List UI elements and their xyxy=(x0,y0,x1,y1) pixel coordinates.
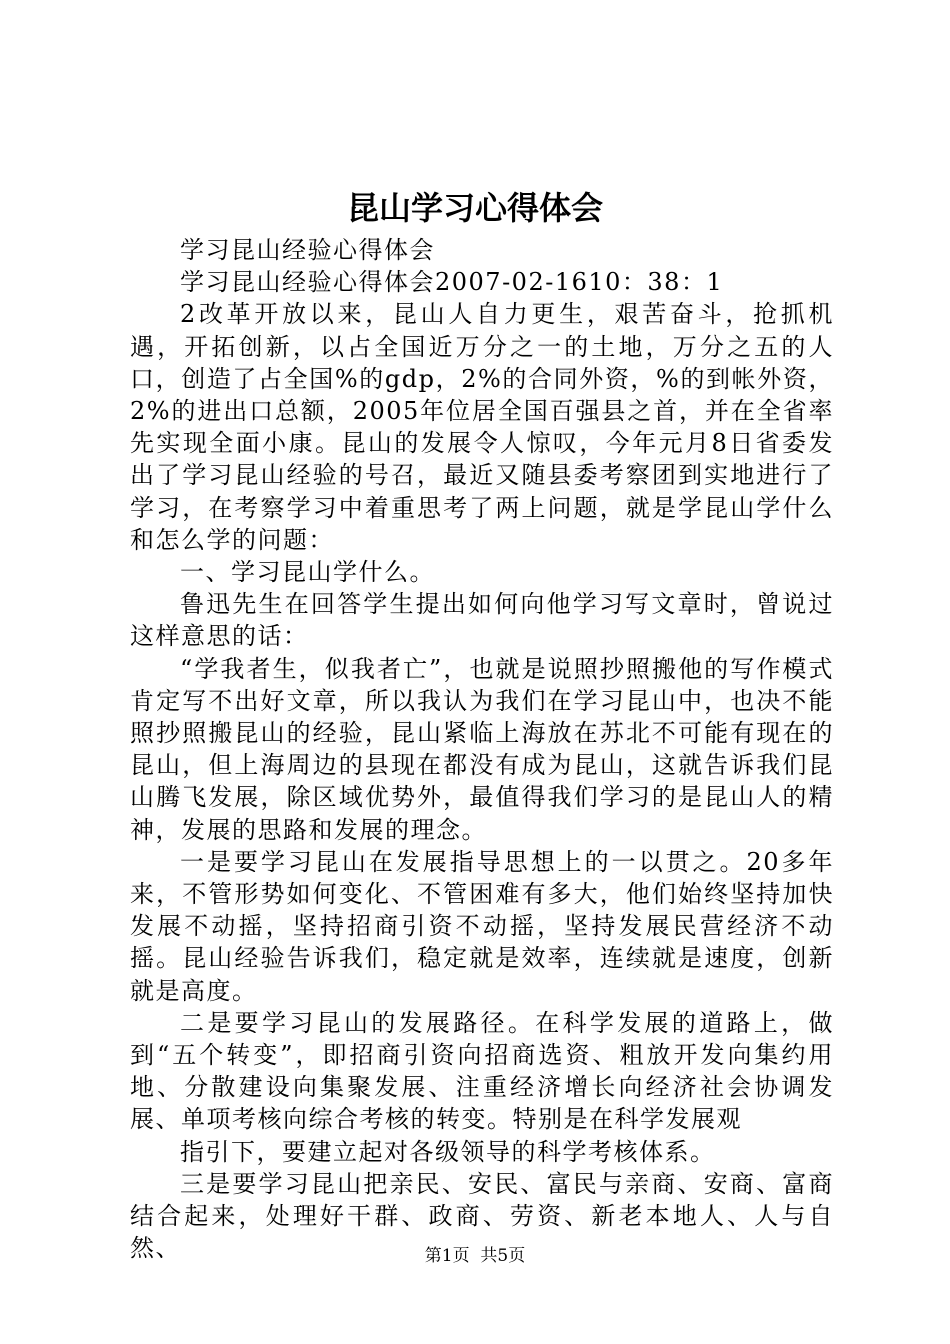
page-number: 第1页 xyxy=(424,1246,470,1266)
paragraph: 二是要学习昆山的发展路径。在科学发展的道路上，做到“五个转变”，即招商引资向招商选资、粗放开发向集约用地、分散建设向集聚发展、注重经济增长向经济社会协调发展、单项考核向综合考核的转变。特别是在科学发展观 xyxy=(130,1008,834,1134)
paragraph: 鲁迅先生在回答学生提出如何向他学习写文章时，曾说过这样意思的话： xyxy=(130,590,834,651)
paragraph: 三是要学习昆山把亲民、安民、富民与亲商、安商、富商结合起来，处理好干群、政商、劳资、新老本地人、人与自然、 xyxy=(130,1169,834,1263)
page-footer xyxy=(0,1244,950,1268)
paragraph: 一是要学习昆山在发展指导思想上的一以贯之。20多年来，不管形势如何变化、不管困难有多大，他们始终坚持加快发展不动摇，坚持招商引资不动摇，坚持发展民营经济不动摇。昆山经验告诉我们，稳定就是效率，连续就是速度，创新就是高度。 xyxy=(130,847,834,1005)
paragraph: “学我者生，似我者亡”，也就是说照抄照搬他的写作模式肯定写不出好文章，所以我认为我们在学习昆山中，也决不能照抄照搬昆山的经验，昆山紧临上海放在苏北不可能有现在的昆山，但上海周边的县现在都没有成为昆山，这就告诉我们昆山腾飞发展，除区域优势外，最值得我们学习的是昆山人的精神，发展的思路和发展的理念。 xyxy=(130,654,834,844)
footer-spacer xyxy=(470,1246,481,1266)
document-title: 昆山学习心得体会 xyxy=(346,189,603,227)
paragraph: 学习昆山经验心得体会 xyxy=(180,236,435,264)
page-total: 共5页 xyxy=(480,1246,526,1266)
document-body xyxy=(130,234,834,1265)
paragraph: 指引下，要建立起对各级领导的科学考核体系。 xyxy=(180,1137,716,1166)
paragraph: 2改革开放以来，昆山人自力更生，艰苦奋斗，抢抓机遇，开拓创新，以占全国近万分之一的土地，万分之五的人口，创造了占全国%的gdp，2%的合同外资，%的到帐外资，2%的进出口总额，2005年位居全国百强县之首，并在全省率先实现全面小康。昆山的发展令人惊叹，今年元月8日省委发出了学习昆山经验的号召，最近又随县委考察团到实地进行了学习，在考察学习中着重思考了两上问题，就是学昆山学什么和怎么学的问题： xyxy=(130,300,834,554)
section-heading: 一、学习昆山学什么。 xyxy=(180,558,435,587)
paragraph: 学习昆山经验心得体会2007-02-1610：38：1 xyxy=(180,268,724,297)
